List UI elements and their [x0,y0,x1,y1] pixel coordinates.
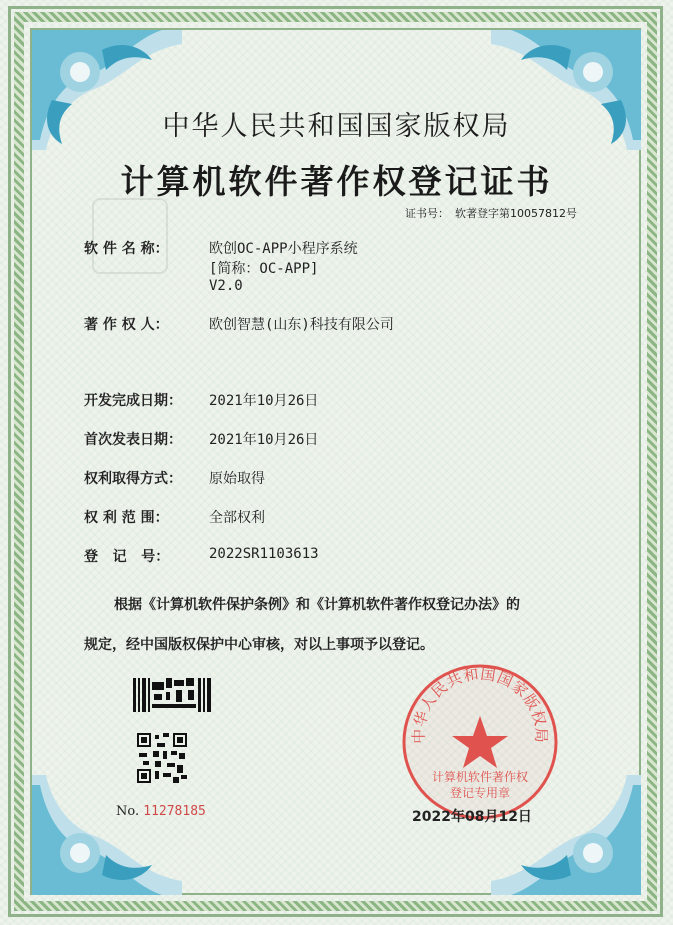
copyright-owner-value: 欧创智慧(山东)科技有限公司 [209,317,394,333]
software-name-line2: [简称：OC-APP] [209,261,319,277]
issue-date: 2022年08月12日 [412,809,532,825]
software-version: V2.0 [209,278,243,294]
serial-number [116,804,206,819]
seal-line-2: 登记专用章 [449,786,510,800]
issuing-authority: 中华人民共和国国家版权局 [162,111,511,142]
completion-date-value: 2021年10月26日 [209,393,319,409]
field-label: 开发完成日期： [84,393,182,409]
acquisition-method-value: 原始取得 [209,471,265,487]
serial-prefix: No. [116,804,140,819]
field-label: 著 作 权 人： [84,317,169,333]
field-label: 登 记 号： [84,549,170,565]
certificate-number-label: 证书号： [405,207,449,220]
field-label: 权利取得方式： [84,471,182,487]
certificate-number [405,205,583,221]
qr-code [137,733,187,783]
corner-ornament-bottom-left [32,775,182,895]
field-label: 权 利 范 围： [84,510,169,526]
software-name-line1: 欧创OC-APP小程序系统 [209,241,358,257]
field-label: 软 件 名 称： [84,241,169,257]
field-label: 首次发表日期： [84,432,182,448]
publication-date-value: 2021年10月26日 [209,432,319,448]
registration-number-value: 2022SR1103613 [209,546,319,562]
seal-line-1: 计算机软件著作权 [431,770,528,784]
serial-number-value: 11278185 [143,804,206,819]
barcode [133,678,211,712]
rights-scope-value: 全部权利 [209,510,265,526]
certificate-title: 计算机软件著作权登记证书 [120,162,553,201]
watermark-emblem [92,198,168,274]
seal-ring-text: 中华人民共和国国家版权局 [409,664,551,744]
statement-line-2: 规定，经中国版权保护中心审核，对以上事项予以登记。 [84,637,434,653]
certificate-number-value: 软著登字第10057812号 [455,207,577,220]
statement-line-1: 根据《计算机软件保护条例》和《计算机软件著作权登记办法》的 [114,597,520,613]
